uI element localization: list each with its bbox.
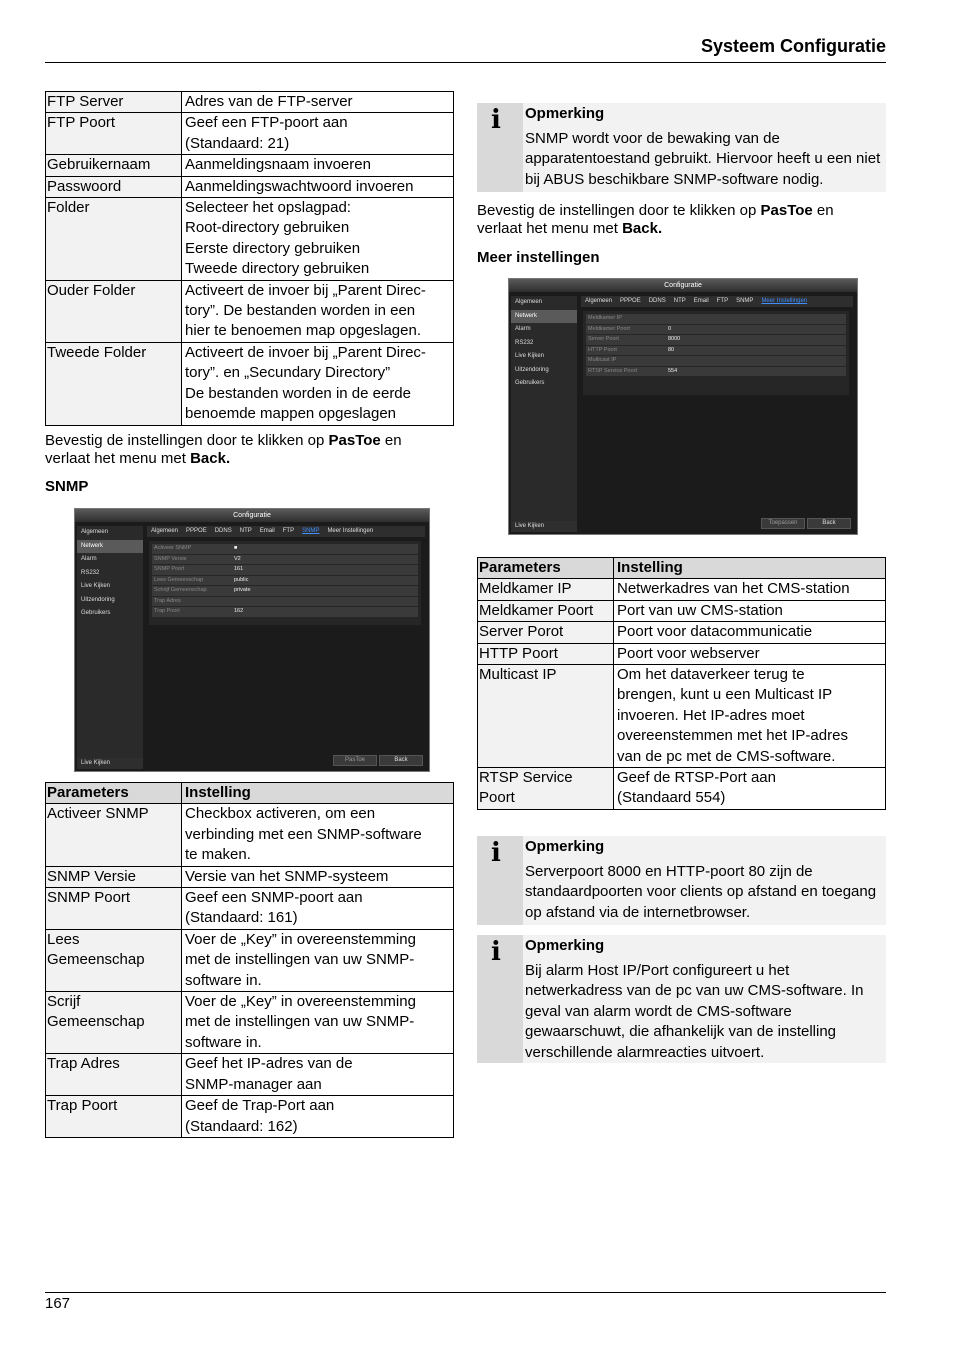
settings-label: Lees Gemeenschap <box>154 576 204 583</box>
sidebar-item[interactable]: Uitzendoring <box>81 596 115 603</box>
parameter-cell: Server Porot <box>478 622 614 643</box>
parameter-cell: Lees Gemeenschap <box>46 929 182 991</box>
setting-cell: Geef de RTSP-Port aan (Standaard 554) <box>614 768 886 810</box>
settings-row <box>152 586 418 596</box>
settings-row <box>152 555 418 565</box>
setting-cell: Voer de „Key” in overeenstemming met de instellingen van uw SNMP- software in. <box>182 992 454 1054</box>
table-row <box>46 929 454 991</box>
note-icon-column <box>477 836 523 925</box>
parameter-cell: FTP Poort <box>46 113 182 155</box>
parameter-cell: SNMP Poort <box>46 888 182 930</box>
parameter-cell: HTTP Poort <box>478 643 614 664</box>
info-icon: i <box>491 937 501 967</box>
parameter-cell: SNMP Versie <box>46 866 182 887</box>
setting-cell: Poort voor datacommunicatie <box>614 622 886 643</box>
table-row <box>46 1054 454 1096</box>
tab-item[interactable]: SNMP <box>302 528 320 534</box>
screenshot-title: Configuratie <box>75 509 429 522</box>
settings-value[interactable]: 8000 <box>668 336 681 342</box>
setting-cell: Port van uw CMS-station <box>614 600 886 621</box>
table-row <box>478 768 886 810</box>
settings-value[interactable]: 80 <box>668 346 675 353</box>
setting-cell: Om het dataverkeer terug te brengen, kunt u een Multicast IP invoeren. Het IP-adres moet overeenstemmen met het IP-adres van de pc met de CMS-software. <box>614 665 886 768</box>
tab-item[interactable]: DDNS <box>214 528 232 534</box>
settings-value[interactable]: public <box>234 576 249 583</box>
settings-label: Trap Poort <box>154 608 180 614</box>
settings-label: Schrijf Gemeenschap <box>154 587 207 593</box>
setting-cell: Versie van het SNMP-systeem <box>182 866 454 887</box>
note-snmp <box>477 103 886 192</box>
tab-item[interactable]: Email <box>693 298 709 304</box>
settings-row <box>586 314 846 324</box>
back-button[interactable]: Back <box>807 518 851 529</box>
table-row <box>46 1096 454 1138</box>
setting-cell: Geef een SNMP-poort aan (Standaard: 161) <box>182 888 454 930</box>
settings-value[interactable]: 161 <box>234 566 244 572</box>
tab-item[interactable]: Meer Instellingen <box>761 298 808 304</box>
confirm-text: Bevestig de instellingen door te klikken op <box>45 432 329 449</box>
confirm-paragraph-left <box>45 432 454 468</box>
parameter-cell: Multicast IP <box>478 665 614 768</box>
tab-item[interactable]: PPPOE <box>620 298 641 304</box>
setting-cell: Poort voor webserver <box>614 643 886 664</box>
screenshot-sidebar <box>77 526 143 769</box>
settings-value[interactable]: ■ <box>234 545 238 551</box>
table-row <box>478 622 886 643</box>
sidebar-item[interactable]: Alarm <box>515 326 531 332</box>
sidebar-item[interactable]: Netwerk <box>77 540 143 554</box>
setting-cell: Adres van de FTP-server <box>182 92 454 113</box>
sidebar-item[interactable]: Gebruikers <box>515 380 545 386</box>
header-setting: Instelling <box>614 558 886 579</box>
parameter-cell: Passwoord <box>46 176 182 197</box>
note-alarm-host <box>477 935 886 1063</box>
table-row <box>478 600 886 621</box>
parameter-cell: FTP Server <box>46 92 182 113</box>
settings-row <box>152 607 418 617</box>
parameter-cell: Tweede Folder <box>46 342 182 425</box>
note-text: Bij alarm Host IP/Port configureert u het netwerkadress van de pc van uw CMS-software. In geval van alarm wordt de CMS-software gewaarschuwt, die afhankelijk van de instelling verschillende alarmreacties uitvoert. <box>525 962 864 1061</box>
screenshot-title: Configuratie <box>509 279 857 292</box>
confirm-text-mid: en verlaat het menu met <box>477 202 834 237</box>
sidebar-item[interactable]: Netwerk <box>511 310 577 324</box>
parameter-cell: Scrijf Gemeenschap <box>46 992 182 1054</box>
settings-label: RTSP Service Poort <box>588 367 638 374</box>
setting-cell: Activeert de invoer bij „Parent Direc- tory”. en „Secundary Directory” De bestanden worden in de eerde benoemde mappen opgeslagen <box>182 342 454 425</box>
apply-button[interactable]: Toepassen <box>761 518 805 529</box>
settings-value[interactable]: V2 <box>234 555 241 562</box>
confirm-apply-bold: PasToe <box>760 202 813 219</box>
settings-label: HTTP Poort <box>588 346 617 353</box>
setting-cell: Voer de „Key” in overeenstemming met de instellingen van uw SNMP- software in. <box>182 929 454 991</box>
screenshot-tabs <box>147 526 425 537</box>
settings-row <box>586 356 846 366</box>
back-button[interactable]: Back <box>379 755 423 766</box>
sidebar-item[interactable]: Live Kijken <box>515 353 545 359</box>
confirm-text-mid: en verlaat het menu met <box>45 432 402 467</box>
parameter-cell: RTSP Service Poort <box>478 768 614 810</box>
sidebar-item[interactable]: Algemeen <box>515 299 543 305</box>
sidebar-item[interactable]: Live Kijken <box>81 583 111 589</box>
screenshot-tabs <box>581 296 853 307</box>
table-row <box>46 155 454 176</box>
sidebar-live-view[interactable]: Live Kijken <box>511 521 577 532</box>
table-row <box>478 579 886 600</box>
settings-label: Activeer SNMP <box>154 545 192 551</box>
settings-label: SNMP Poort <box>154 566 185 572</box>
settings-label: Server Poort <box>588 336 619 342</box>
table-row <box>478 665 886 768</box>
header-setting: Instelling <box>182 783 454 804</box>
setting-cell: Geef de Trap-Port aan (Standaard: 162) <box>182 1096 454 1138</box>
setting-cell: Netwerkadres van het CMS-station <box>614 579 886 600</box>
note-title: Opmerking <box>525 937 605 954</box>
parameter-cell: Trap Poort <box>46 1096 182 1138</box>
parameter-cell: Gebruikernaam <box>46 155 182 176</box>
parameter-cell: Trap Adres <box>46 1054 182 1096</box>
settings-row <box>152 544 418 554</box>
table-row <box>46 176 454 197</box>
settings-row <box>152 597 418 607</box>
table-row <box>46 888 454 930</box>
table-row <box>46 866 454 887</box>
settings-label: Meldkamer IP <box>588 315 622 321</box>
settings-row <box>586 367 846 377</box>
setting-cell: Activeert de invoer bij „Parent Direc- tory”. De bestanden worden in een hier te benoemen map opgeslagen. <box>182 280 454 342</box>
more-settings-screenshot <box>508 278 858 535</box>
header-parameters: Parameters <box>478 558 614 579</box>
settings-value[interactable]: 162 <box>234 608 244 614</box>
footer-rule <box>45 1292 886 1293</box>
tab-item[interactable]: Algemeen <box>151 528 179 534</box>
note-default-ports <box>477 836 886 925</box>
setting-cell: Aanmeldingswachtwoord invoeren <box>182 176 454 197</box>
settings-row <box>152 576 418 586</box>
table-header-row <box>478 558 886 579</box>
table-row <box>46 198 454 281</box>
table-row <box>46 280 454 342</box>
setting-cell: Aanmeldingsnaam invoeren <box>182 155 454 176</box>
tab-item[interactable]: SNMP <box>736 298 754 304</box>
settings-label: Multicast IP <box>588 357 617 363</box>
tab-item[interactable]: PPPOE <box>186 528 207 534</box>
tab-item[interactable]: FTP <box>716 298 729 304</box>
tab-item[interactable]: Email <box>259 528 275 534</box>
settings-row <box>586 335 846 345</box>
tab-item[interactable]: Algemeen <box>585 298 613 304</box>
table-row <box>478 643 886 664</box>
confirm-back-bold: Back. <box>622 220 663 237</box>
ftp-parameter-table <box>45 91 454 426</box>
note-text: Serverpoort 8000 en HTTP-poort 80 zijn de standaardpoorten voor clients op afstand en toegang op afstand via de internetbrowser. <box>525 863 877 921</box>
settings-row <box>586 346 846 356</box>
sidebar-item[interactable]: Alarm <box>81 556 97 562</box>
snmp-config-screenshot <box>74 508 430 772</box>
snmp-parameter-table <box>45 782 454 1138</box>
info-icon: i <box>491 838 501 868</box>
parameter-cell: Meldkamer Poort <box>478 600 614 621</box>
confirm-back-bold: Back. <box>190 450 231 467</box>
header-parameters: Parameters <box>46 783 182 804</box>
setting-cell: Geef het IP-adres van de SNMP-manager aan <box>182 1054 454 1096</box>
tab-item[interactable]: NTP <box>239 528 252 534</box>
setting-cell: Selecteer het opslagpad: Root-directory gebruiken Eerste directory gebruiken Tweede directory gebruiken <box>182 198 454 281</box>
setting-cell: Checkbox activeren, om een verbinding met een SNMP-software te maken. <box>182 804 454 866</box>
tab-item[interactable]: FTP <box>282 528 295 534</box>
settings-label: Meldkamer Poort <box>588 325 630 332</box>
more-settings-parameter-table <box>477 557 886 810</box>
note-text: SNMP wordt voor de bewaking van de apparatentoestand gebruikt. Hiervoor heeft u een niet bij ABUS beschikbare SNMP-software nodig. <box>525 130 881 188</box>
screenshot-sidebar <box>511 296 577 532</box>
confirm-text: Bevestig de instellingen door te klikken op <box>477 202 761 219</box>
snmp-heading: SNMP <box>45 478 89 495</box>
note-icon-column <box>477 103 523 192</box>
table-row <box>46 804 454 866</box>
table-row <box>46 342 454 425</box>
settings-value[interactable]: 0 <box>668 325 672 332</box>
table-row <box>46 92 454 113</box>
settings-value[interactable]: private <box>234 587 251 593</box>
table-header-row <box>46 783 454 804</box>
apply-button[interactable]: PasToe <box>333 755 377 766</box>
confirm-paragraph-right <box>477 202 886 238</box>
parameter-cell: Activeer SNMP <box>46 804 182 866</box>
settings-row <box>152 565 418 575</box>
note-icon-column <box>477 935 523 1063</box>
table-row <box>46 113 454 155</box>
settings-row <box>586 325 846 335</box>
parameter-cell: Folder <box>46 198 182 281</box>
sidebar-item[interactable]: Algemeen <box>81 529 109 535</box>
settings-value[interactable]: 554 <box>668 367 678 374</box>
settings-panel <box>583 311 849 395</box>
sidebar-item[interactable]: Gebruikers <box>81 610 111 616</box>
settings-label: SNMP Versie <box>154 555 187 562</box>
note-title: Opmerking <box>525 105 605 122</box>
tab-item[interactable]: Meer Instellingen <box>327 528 374 534</box>
sidebar-item[interactable]: RS232 <box>81 569 100 576</box>
settings-label: Trap Adres <box>154 597 181 604</box>
tab-item[interactable]: DDNS <box>648 298 666 304</box>
page-header-title: Systeem Configuratie <box>700 36 886 56</box>
header-rule <box>45 62 886 63</box>
sidebar-item[interactable]: RS232 <box>515 339 534 346</box>
parameter-cell: Ouder Folder <box>46 280 182 342</box>
tab-item[interactable]: NTP <box>673 298 686 304</box>
setting-cell: Geef een FTP-poort aan (Standaard: 21) <box>182 113 454 155</box>
note-title: Opmerking <box>525 838 605 855</box>
page-number: 167 <box>45 1295 71 1312</box>
confirm-apply-bold: PasToe <box>328 432 381 449</box>
more-settings-heading: Meer instellingen <box>477 249 600 266</box>
sidebar-item[interactable]: Uitzendoring <box>515 366 549 373</box>
sidebar-live-view[interactable]: Live Kijken <box>77 758 143 769</box>
info-icon: i <box>491 105 501 135</box>
settings-panel <box>149 541 421 625</box>
table-row <box>46 992 454 1054</box>
parameter-cell: Meldkamer IP <box>478 579 614 600</box>
